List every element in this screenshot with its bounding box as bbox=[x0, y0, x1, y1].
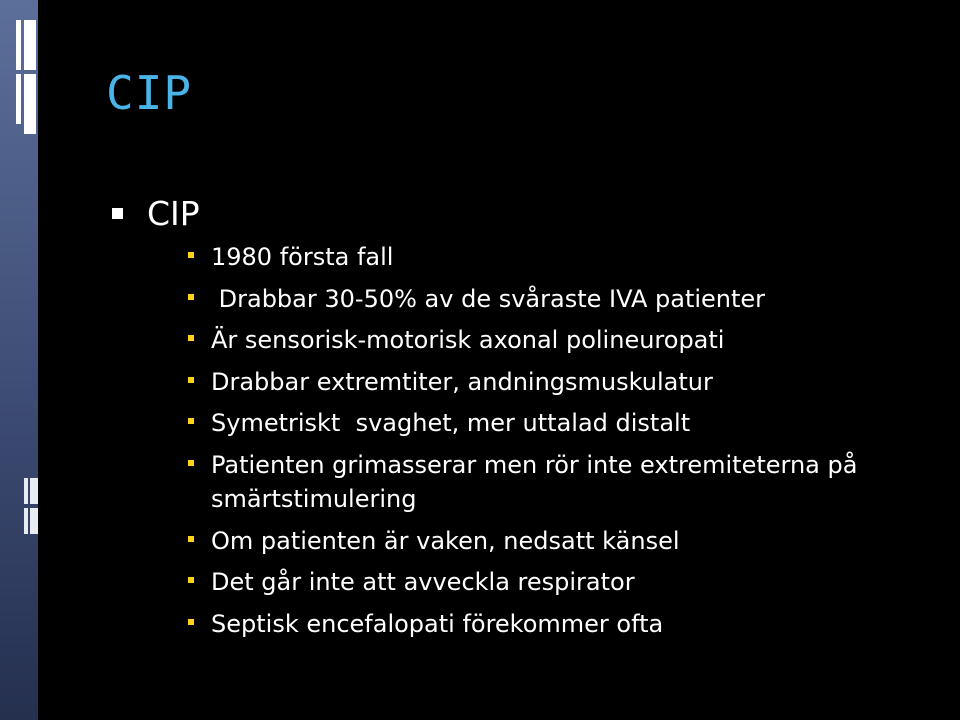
sub-bullet-text: Septisk encefalopati förekommer ofta bbox=[211, 609, 664, 638]
slide-content bbox=[112, 190, 920, 648]
sub-bullet-item bbox=[112, 365, 920, 399]
slide-title: CIP bbox=[106, 66, 193, 120]
sub-bullet-text: Symetriskt svaghet, mer uttalad distalt bbox=[211, 409, 691, 438]
sub-bullet-item bbox=[112, 448, 920, 516]
top-decoration bbox=[16, 20, 40, 140]
square-bullet-icon bbox=[188, 460, 194, 466]
sub-bullet-item bbox=[112, 524, 920, 558]
sub-bullet-text: Drabbar 30-50% av de svåraste IVA patienter bbox=[211, 284, 766, 313]
square-bullet-icon bbox=[188, 536, 194, 542]
sub-bullet-item bbox=[112, 406, 920, 440]
sub-bullet-text: Drabbar extremtiter, andningsmuskulatur bbox=[211, 367, 713, 396]
square-bullet-icon bbox=[188, 577, 194, 583]
main-bullet-text: CIP bbox=[147, 193, 200, 233]
middle-decoration bbox=[24, 478, 40, 534]
square-bullet-icon bbox=[188, 335, 194, 341]
sub-bullet-item bbox=[112, 282, 920, 316]
square-bullet-icon bbox=[188, 377, 194, 383]
sub-bullet-text: Är sensorisk-motorisk axonal polineuropati bbox=[211, 326, 725, 355]
sub-bullet-item bbox=[112, 323, 920, 357]
sub-bullet-item bbox=[112, 607, 920, 641]
square-bullet-icon bbox=[188, 294, 194, 300]
sub-bullet-item bbox=[112, 565, 920, 599]
square-bullet-icon bbox=[112, 208, 123, 219]
square-bullet-icon bbox=[188, 418, 194, 424]
sub-bullet-text: Det går inte att avveckla respirator bbox=[211, 568, 635, 597]
sub-bullet-item bbox=[112, 240, 920, 274]
sub-bullet-text: Om patienten är vaken, nedsatt känsel bbox=[211, 526, 680, 555]
square-bullet-icon bbox=[188, 252, 194, 258]
sub-bullet-list bbox=[112, 240, 920, 641]
sub-bullet-text: 1980 första fall bbox=[211, 243, 394, 271]
sub-bullet-text: Patienten grimasserar men rör inte extremiteterna på smärtstimulering bbox=[211, 450, 866, 513]
square-bullet-icon bbox=[188, 619, 194, 625]
main-bullet-item bbox=[112, 190, 920, 236]
